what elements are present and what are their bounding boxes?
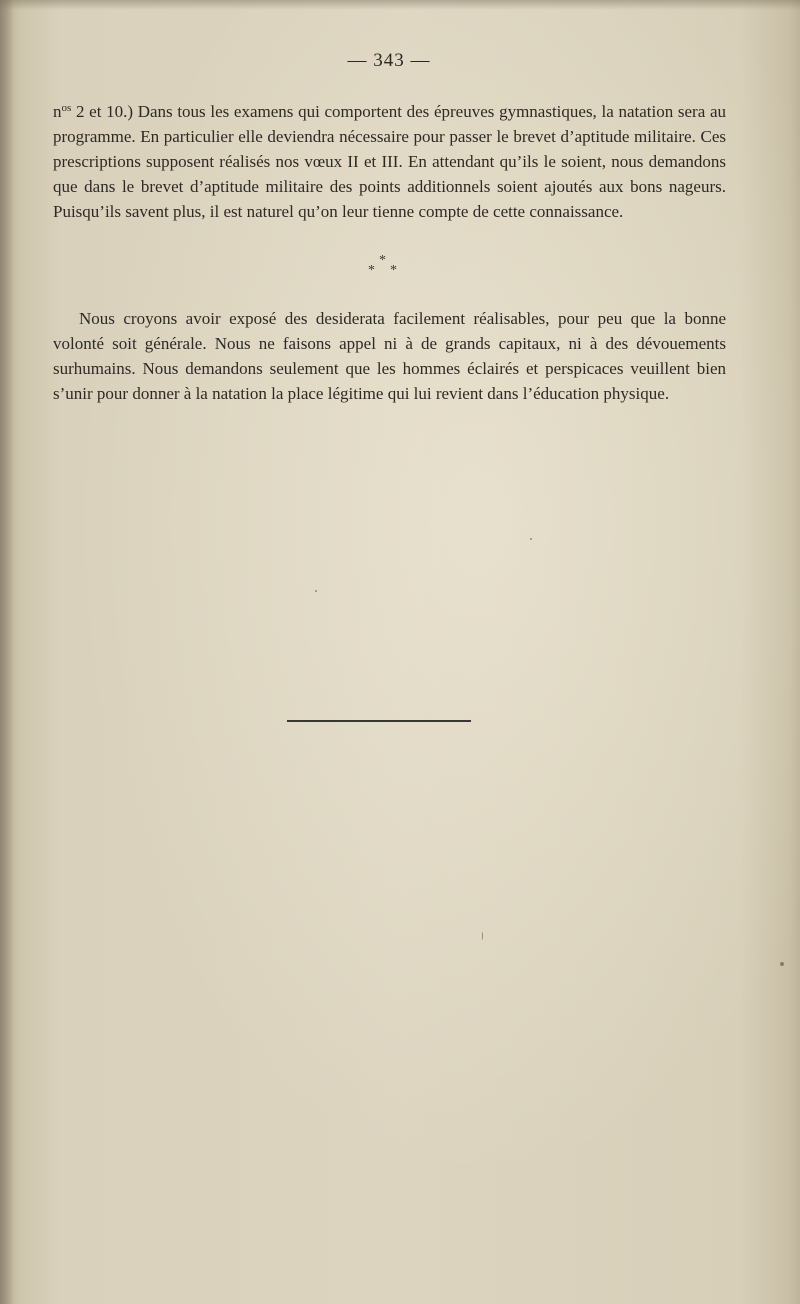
asterism-star: * <box>390 263 397 278</box>
paragraph-continuation <box>53 99 726 224</box>
paragraph-text: 2 et 10.) Dans tous les examens qui comportent des épreuves gymnastiques, la natation sera au programme. En particulier elle deviendra nécessaire pour passer le brevet d’aptitude militaire. Ces prescriptions supposent réalisés nos vœux II et III. En attendant qu’ils le soient, nous demandons que dans le brevet d’aptitude militaire des points additionnels soient ajoutés aux bons nageurs. Puisqu’ils savent plus, il est naturel qu’on leur tienne compte de cette connaissance. <box>53 102 726 221</box>
asterism-star: * <box>368 263 375 278</box>
asterism-separator <box>368 254 402 284</box>
paper-speck <box>780 962 784 966</box>
abbreviation-superscript: os <box>61 102 72 114</box>
paper-speck <box>315 590 317 592</box>
paper-speck <box>530 538 532 540</box>
page-number: — 343 — <box>347 50 431 71</box>
end-rule <box>287 720 471 722</box>
asterism-star: * <box>379 253 386 268</box>
paragraph-conclusion <box>53 306 726 406</box>
paragraph-text: Nous croyons avoir exposé des desiderata facilement réalisables, pour peu que la bonne volonté soit générale. Nous ne faisons appel ni à de grands capitaux, ni à des dévouements surhumains. Nous demandons seulement que les hommes éclairés et perspicaces veuillent bien s’unir pour donner à la natation la place légitime qui lui revient dans l’éducation physique. <box>53 309 726 403</box>
abbreviation-main: n <box>53 102 62 121</box>
paper-speck <box>482 932 483 940</box>
